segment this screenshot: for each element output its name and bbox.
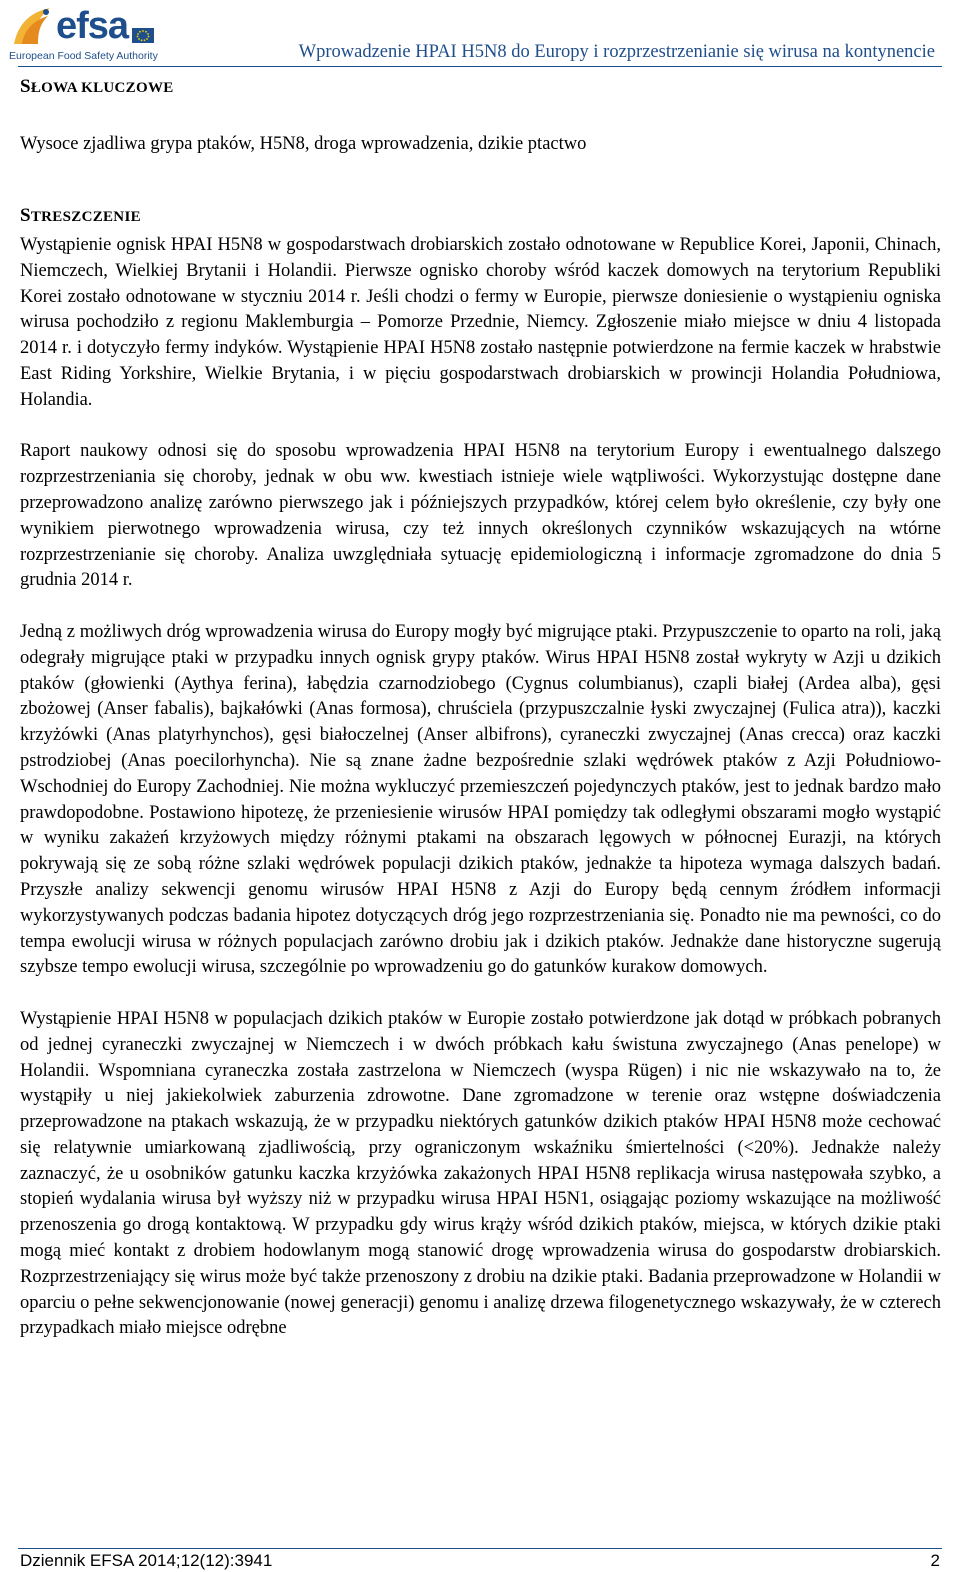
keywords-text: Wysoce zjadliwa grypa ptaków, H5N8, droga wprowadzenia, dzikie ptactwo xyxy=(20,134,587,154)
summary-paragraph-1: Wystąpienie ognisk HPAI H5N8 w gospodarstwach drobiarskich zostało odnotowane w Republice Korei, Japonii, Chinach, Niemczech, Wielkiej Brytanii i Holandii. Pierwsze ognisko choroby wśród kaczek domowych na terytorium Republiki Korei zostało odnotowane w styczniu 2014 r. Jeśli chodzi o fermy w Europie, pierwsze doniesienie o wystąpieniu ogniska wirusa pochodziło z regionu Maklemburgia – Pomorze Przednie, Niemcy. Zgłoszenie miało miejsce w dniu 4 listopada 2014 r. i dotyczyło fermy indyków. Wystąpienie HPAI H5N8 zostało następnie potwierdzone na fermie kaczek w hrabstwie East Riding Yorkshire, Wielkie Brytania, i w pięciu gospodarstwach drobiarskich w prowincji Holandia Południowa, Holandia. xyxy=(20,235,941,410)
summary-heading-rest: TRESZCZENIE xyxy=(30,209,141,225)
page-content xyxy=(20,74,941,1342)
summary-body xyxy=(20,233,941,1342)
logo-subtitle: European Food Safety Authority xyxy=(9,50,158,62)
summary-paragraph-2: Raport naukowy odnosi się do sposobu wprowadzenia HPAI H5N8 na terytorium Europy i ewentualnego dalszego rozprzestrzeniania się choroby, jednak w obu ww. kwestiach istnieje wiele wątpliwości. Wykorzystując dostępne dane przeprowadzono analizę zarówno pierwszego jak i późniejszych przypadków, której celem było określenie, czy były one wynikiem pierwotnego wprowadzenia wirusa, czy też innych określonych czynników wskazujących na wtórne rozprzestrzenianie się choroby. Analiza uwzględniała sytuację epidemiologiczną i informacje zgromadzone do dnia 5 grudnia 2014 r. xyxy=(20,441,941,591)
keywords-heading xyxy=(20,74,941,101)
page-header xyxy=(0,0,960,68)
page-footer xyxy=(18,1548,942,1570)
eu-flag-icon xyxy=(132,28,154,43)
keywords-heading-rest: ŁOWA KLUCZOWE xyxy=(30,80,174,96)
summary-heading xyxy=(20,203,941,230)
logo-wordmark: efsa xyxy=(56,5,129,47)
summary-heading-initial: S xyxy=(20,205,31,226)
header-divider xyxy=(18,66,942,67)
efsa-logo-emblem xyxy=(8,4,56,50)
summary-paragraph-4: Wystąpienie HPAI H5N8 w populacjach dzikich ptaków w Europie zostało potwierdzone jak dotąd w próbkach pobranych od jednej cyraneczki zwyczajnej w Niemczech i w dwóch próbkach kału świstuna zwyczajnego (Anas penelope) w Holandii. Wspomniana cyraneczka została zastrzelona w Niemczech (wyspa Rügen) i nic nie wskazywało na to, że wystąpiły u niej jakiekolwiek zaburzenia zdrowotne. Dane zgromadzone w terenie oraz wstępne doświadczenia przeprowadzone na ptakach wskazują, że w przypadku niektórych gatunków dzikich ptaków HPAI H5N8 może cechować się relatywnie umiarkowaną zjadliwością, przy ograniczonym wskaźniku śmiertelności (<20%). Jednakże należy zaznaczyć, że u osobników gatunku kaczka krzyżówka zakażonych HPAI H5N8 replikacja wirusa następowała szybko, a stopień wydalania wirusa był wyższy niż w przypadku wirusa HPAI H5N1, osiągając poziomy wskazujące na możliwość przenoszenia go drogą kontaktową. W przypadku gdy wirus krąży wśród dzikich ptaków, miejsca, w których dzikie ptaki mogą mieć kontakt z drobiem hodowlanym mogą stanowić drogę wprowadzenia wirusa do gospodarstw drobiarskich. Rozprzestrzeniający się wirus może być także przenoszony z drobiu na dzikie ptaki. Badania przeprowadzone w Holandii w oparciu o pełne sekwencjonowanie (nowej generacji) genomu i analizę drzewa filogenetycznego wskazywały, że w czterech przypadkach miało miejsce odrębne xyxy=(20,1008,941,1339)
page-number: 2 xyxy=(930,1551,940,1570)
running-title: Wprowadzenie HPAI H5N8 do Europy i rozprzestrzenianie się wirusa na kontynencie xyxy=(298,42,935,62)
keywords-heading-initial: S xyxy=(20,76,31,97)
efsa-logo xyxy=(8,2,228,66)
journal-citation: Dziennik EFSA 2014;12(12):3941 xyxy=(20,1551,273,1570)
summary-paragraph-3: Jedną z możliwych dróg wprowadzenia wirusa do Europy mogły być migrujące ptaki. Przypuszczenie to oparto na roli, jaką odegrały migrujące ptaki w przypadku innych ognisk grypy ptaków. Wirus HPAI H5N8 został wykryty w Azji u dzikich ptaków (głowienki (Aythya ferina), łabędzia czarnodziobego (Cygnus columbianus), czapli białej (Ardea alba), gęsi zbożowej (Anser fabalis), bajkałówki (Anas formosa), chruściela (przypuszczalnie łyski zwyczajnej (Fulica atra)), kaczki krzyżówki (Anas platyrhynchos), gęsi białoczelnej (Anser albifrons), cyraneczki zwyczajnej (Anas crecca) oraz kaczki pstrodziobej (Anas poecilorhyncha). Nie są znane żadne bezpośrednie szlaki wędrówek ptaków z Azji Południowo-Wschodniej do Europy Zachodniej. Nie można wykluczyć przemieszczeń pojedynczych ptaków, jest to jednak bardzo mało prawdopodobne. Postawiono hipotezę, że przeniesienie wirusów HPAI pomiędzy tak odległymi obszarami mogło wystąpić w wyniku zakażeń krzyżowych między różnymi ptakami na obszarach lęgowych w północnej Eurazji, na których pokrywają się ze sobą różne szlaki wędrówek populacji dzikich ptaków, jednakże ta hipoteza wymaga dalszych badań. Przyszłe analizy sekwencji genomu wirusów HPAI H5N8 z Azji do Europy będą cennym źródłem informacji wykorzystywanych podczas badania hipotez dotyczących dróg jego rozprzestrzeniania się. Ponadto nie ma pewności, co do tempa ewolucji wirusa w różnych populacjach zarówno drobiu jak i dzikich ptaków. Jednakże dane historyczne sugerują szybsze tempo ewolucji wirusa, szczególnie po wprowadzeniu go do gatunków kurakow domowych. xyxy=(20,621,941,978)
